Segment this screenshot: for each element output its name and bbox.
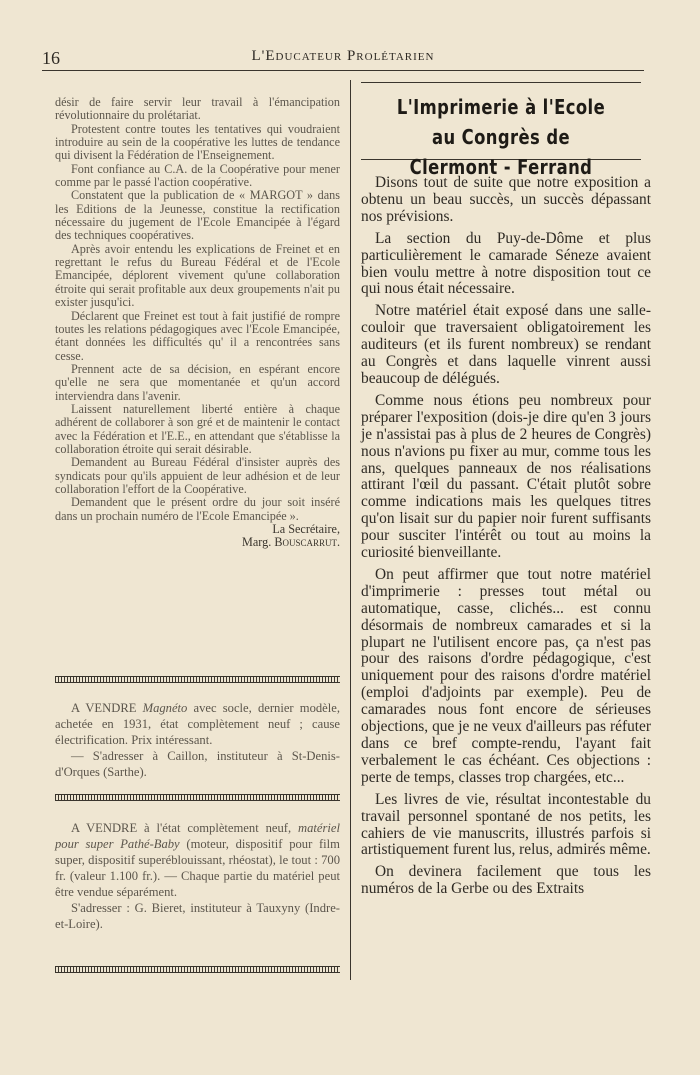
resolution-paragraph: Protestent contre toutes les tentatives qui voudraient introduire au sein de la coopérative les luttes de tendance qui divisent la Fédération de l'Enseignement. [55, 121, 340, 163]
article-paragraph: La section du Puy-de-Dôme et plus particulièrement le camarade Séneze avaient bien voulu mettre à notre disposition tout ce qui nous était nécessaire. [361, 229, 651, 298]
ad-item: Magnéto [142, 701, 188, 715]
resolution-paragraph: Constatent que la publication de « MARGOT » dans les Editions de la Jeunesse, constitue la rectification nécessaire du jugement de l'Ecole Emancipée à l'égard des techniques coopératives. [55, 188, 340, 243]
ornamental-rule [55, 794, 340, 801]
ad-contact: — S'adresser à Caillon, instituteur à St-Denis-d'Orques (Sarthe). [55, 749, 340, 779]
resolution-column [55, 96, 340, 550]
ad-text [55, 700, 340, 748]
article-paragraph: Comme nous étions peu nombreux pour préparer l'exposition (dois-je dire qu'en 3 jours je n'assistai pas à plus de 2 heures de Congrès) nous n'avions pu fixer au mur, comme tous les ans, quelques panneaux de nos réalisations attirant l'œil du passant. C'était plutôt sobre comme indications mais les quelques titres qu'on lisait sur du papier noir furent suffisants pour susciter l'intérêt ou tout au moins la curiosité bienveillante. [361, 391, 651, 562]
resolution-paragraph: Après avoir entendu les explications de Freinet et en regrettant le refus du Bureau Fédéral et de l'Ecole Emancipée, déplorent vivement qu'une collaboration étroite qui serait profitable aux deux groupements n'ait pu exister jusqu'ici. [55, 241, 340, 310]
ornamental-rule [55, 676, 340, 683]
ad-item: matériel pour super Pathé-Baby [55, 821, 340, 851]
article-title-line: au Congrès de Clermont - Ferrand [409, 125, 593, 179]
article-title-box [361, 82, 641, 179]
signature-role: La Secrétaire, [272, 522, 340, 536]
page-header [42, 46, 644, 71]
signature-first: Marg. [242, 535, 272, 550]
ad-lead: A VENDRE à l'état complètement neuf, [71, 821, 292, 835]
resolution-paragraph: Demandent que le présent ordre du jour soit inséré dans un prochain numéro de l'Ecole Emancipée ». [55, 495, 340, 523]
article-paragraph: Notre matériel était exposé dans une salle-couloir que traversaient obligatoirement les auditeurs (et ils furent nombreux) se rendant au Congrès et dans laquelle vinrent aussi beaucoup de délégués. [361, 302, 651, 387]
journal-title: L'Educateur Prolétarien [251, 48, 435, 64]
classified-ad-magneto [55, 700, 340, 780]
resolution-paragraph: Font confiance au C.A. de la Coopérative pour mener comme par le passé l'action coopérative. [55, 161, 340, 190]
classified-ad-pathe-baby [55, 820, 340, 932]
column-divider [350, 80, 351, 980]
ad-details: (moteur, dispositif pour film super, dispositif superéblouissant, rhéostat), le tout : 700 fr. (valeur 1.100 fr.). — Chaque partie du matériel peut être vendue séparément. [55, 837, 340, 899]
page-number: 16 [42, 48, 60, 68]
resolution-paragraph: Demandent au Bureau Fédéral d'insister auprès des syndicats pour qu'ils appuient de leur adhésion et de leur collaboration l'effort de la Coopérative. [55, 455, 340, 496]
ornamental-rule [55, 966, 340, 973]
article-paragraph: Disons tout de suite que notre exposition a obtenu un beau succès, un succès dépassant nos prévisions. [361, 174, 651, 225]
signature-name [55, 536, 340, 549]
ad-details: avec socle, dernier modèle, achetée en 1931, état complètement neuf ; cause électrification. Prix intéressant. [55, 701, 340, 747]
article-paragraph: On peut affirmer que tout notre matériel d'imprimerie : presses tout métal ou automatique, casse, clichés... est connu désormais de nombreux camarades et si la plupart ne l'utilisent encore pas, ça n'est pas pour des raisons d'ordre pédagogique, c'est uniquement pour des raisons d'ordre matériel (emploi d'adjoints par exemple). Peu de camarades nous font encore de sérieuses objections, que je ne veux d'ailleurs pas réfuter dans ce bref compte-rendu, l'ayant fait verbalement le cas échéant. Ces objections : perte de temps, classes trop chargées, etc... [361, 565, 651, 786]
ad-lead: A VENDRE [71, 701, 137, 715]
ad-text [55, 820, 340, 900]
article-title-line: L'Imprimerie à l'Ecole [396, 95, 606, 119]
ad-contact: S'adresser : G. Bieret, instituteur à Tauxyny (Indre-et-Loire). [55, 901, 340, 931]
resolution-paragraph: Laissent naturellement liberté entière à chaque adhérent de collaborer à son gré et de maintenir le contact avec la Fédération et l'E.E., en attendant que s'établisse la collaboration étroite qui serait désirable. [55, 401, 340, 456]
article-paragraph: On devinera facilement que tous les numéros de la Gerbe ou des Extraits [361, 863, 651, 898]
signature-last: Bouscarrut. [274, 535, 340, 550]
resolution-paragraph: Déclarent que Freinet est tout à fait justifié de rompre toutes les relations pédagogiques avec l'Ecole Emancipée, étant données les difficultés qu' il a rencontrées sans cesse. [55, 308, 340, 363]
article-paragraph: Les livres de vie, résultat incontestable du travail personnel spontané de nos petits, les cahiers de vie manuscrits, illustrés parfois si artistiquement furent lus, relus, admirés même. [361, 790, 651, 859]
resolution-paragraph: désir de faire servir leur travail à l'émancipation révolutionnaire du prolétariat. [55, 95, 340, 123]
resolution-paragraph: Prennent acte de sa décision, en espérant encore qu'elle ne sera que momentanée et qu'un accord interviendra dans l'avenir. [55, 361, 340, 403]
article-body [361, 175, 651, 898]
article-title [386, 92, 616, 182]
